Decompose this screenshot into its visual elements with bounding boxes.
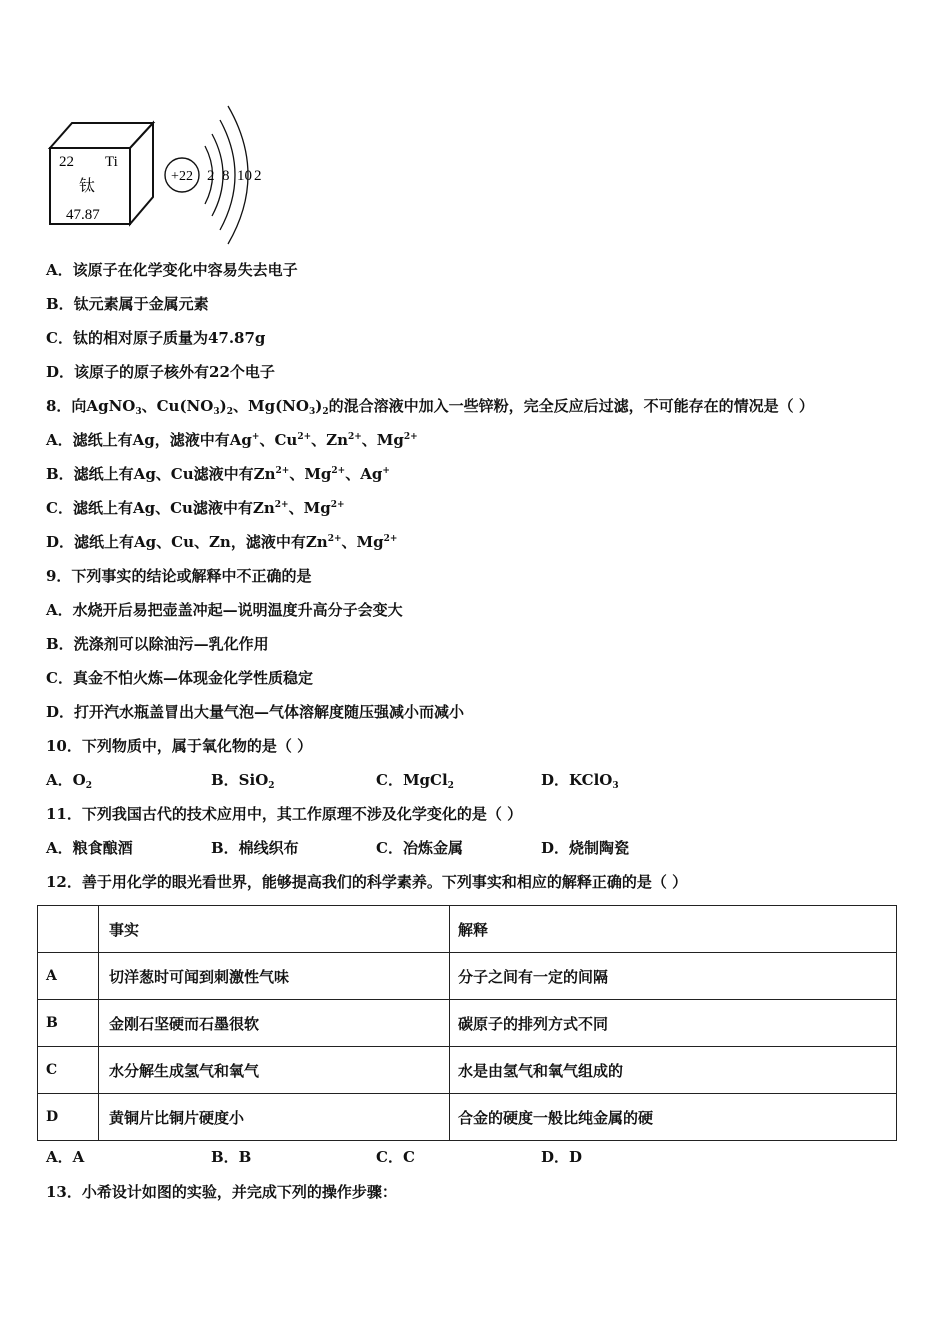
q9-option-c: C．真金不怕火炼—体现金化学性质稳定	[46, 669, 313, 687]
q11-option-d: D．烧制陶瓷	[541, 839, 630, 857]
table-cell: 合金的硬度一般比纯金属的硬	[450, 1094, 897, 1141]
q13-stem: 13．小希设计如图的实验，并完成下列的操作步骤：	[46, 1183, 397, 1201]
table-cell: 分子之间有一定的间隔	[450, 953, 897, 1000]
q7-option-d: D．该原子的原子核外有22个电子	[46, 363, 275, 381]
table-cell: A	[38, 953, 99, 1000]
table-cell: 金刚石坚硬而石墨很软	[99, 1000, 450, 1047]
q9-option-b: B．洗涤剂可以除油污—乳化作用	[46, 635, 269, 653]
q8-option-b: B．滤纸上有Ag、Cu滤液中有$Zn^{2+}$、$Mg^{2+}$、Ag+	[46, 465, 390, 483]
q8-option-a: A．滤纸上有Ag，滤液中有Ag+、$Cu^{2+}$、$Zn^{2+}$、$Mg^{2+}$	[46, 431, 418, 449]
q11-option-a: A．粮食酿酒	[46, 839, 133, 857]
q10-option-c: C．MgCl$_2$	[376, 771, 454, 791]
q8-option-c: C．滤纸上有Ag、Cu滤液中有$Zn^{2+}$、$Mg^{2+}$	[46, 499, 345, 517]
q12-options	[46, 1147, 706, 1167]
q12-fact-table	[37, 905, 897, 1141]
q11-options	[46, 838, 706, 858]
table-cell: C	[38, 1047, 99, 1094]
shell-electrons-1: 2	[207, 168, 215, 184]
titanium-atom-figure	[42, 100, 282, 250]
element-name: 钛	[79, 176, 96, 195]
q10-stem: 10．下列物质中，属于氧化物的是（ ）	[46, 737, 313, 755]
q10-options	[46, 770, 706, 790]
q10-option-a: A．$O_2$	[46, 771, 92, 791]
table-cell: D	[38, 1094, 99, 1141]
q8-stem: 8．向AgNO$_3$、$Cu(NO_3)_2$、$Mg(NO_3)_2$的混合溶液中加入一些锌粉，完全反应后过滤，不可能存在的情况是（ ）	[46, 397, 814, 417]
q9-stem: 9．下列事实的结论或解释中不正确的是	[46, 567, 312, 585]
q10-option-d: D．KClO$_3$	[541, 771, 619, 791]
element-symbol: Ti	[105, 154, 118, 170]
table-cell: 水分解生成氢气和氧气	[99, 1047, 450, 1094]
q11-option-c: C．冶炼金属	[376, 839, 463, 857]
atomic-structure-diagram	[165, 106, 262, 244]
shell-electrons-3: 10	[237, 168, 252, 184]
q11-stem: 11．下列我国古代的技术应用中，其工作原理不涉及化学变化的是（ ）	[46, 805, 523, 823]
q7-option-c: C．钛的相对原子质量为47.87g	[46, 329, 266, 347]
q7-option-b: B．钛元素属于金属元素	[46, 295, 209, 313]
nucleus-charge: +22	[171, 169, 193, 184]
q12-option-b: B．B	[211, 1148, 252, 1166]
table-row	[38, 1094, 897, 1141]
shell-electrons-2: 8	[222, 168, 230, 184]
table-cell: 碳原子的排列方式不同	[450, 1000, 897, 1047]
q12-option-d: D．D	[541, 1148, 583, 1166]
q7-option-a: A．该原子在化学变化中容易失去电子	[46, 261, 298, 279]
table-header-cell: 事实	[99, 906, 450, 953]
table-cell: B	[38, 1000, 99, 1047]
q12-option-a: A．A	[46, 1148, 85, 1166]
table-row	[38, 953, 897, 1000]
atomic-number: 22	[59, 154, 74, 170]
table-cell: 切洋葱时可闻到刺激性气味	[99, 953, 450, 1000]
table-cell: 水是由氢气和氧气组成的	[450, 1047, 897, 1094]
atomic-mass: 47.87	[66, 207, 100, 223]
q12-stem: 12．善于用化学的眼光看世界，能够提高我们的科学素养。下列事实和相应的解释正确的是（ ）	[46, 873, 688, 891]
shell-electrons-4: 2	[254, 168, 262, 184]
table-cell: 黄铜片比铜片硬度小	[99, 1094, 450, 1141]
table-row	[38, 1047, 897, 1094]
table-row	[38, 1000, 897, 1047]
q9-option-d: D．打开汽水瓶盖冒出大量气泡—气体溶解度随压强减小而减小	[46, 703, 465, 721]
q10-option-b: B．SiO$_2$	[211, 771, 275, 791]
q12-option-c: C．C	[376, 1148, 415, 1166]
q8-option-d: D．滤纸上有Ag、Cu、Zn，滤液中有$Zn^{2+}$、$Mg^{2+}$	[46, 533, 398, 551]
q9-option-a: A．水烧开后易把壶盖冲起—说明温度升高分子会变大	[46, 601, 403, 619]
table-header-row	[38, 906, 897, 953]
table-header-cell	[38, 906, 99, 953]
table-header-cell: 解释	[450, 906, 897, 953]
q11-option-b: B．棉线织布	[211, 839, 299, 857]
